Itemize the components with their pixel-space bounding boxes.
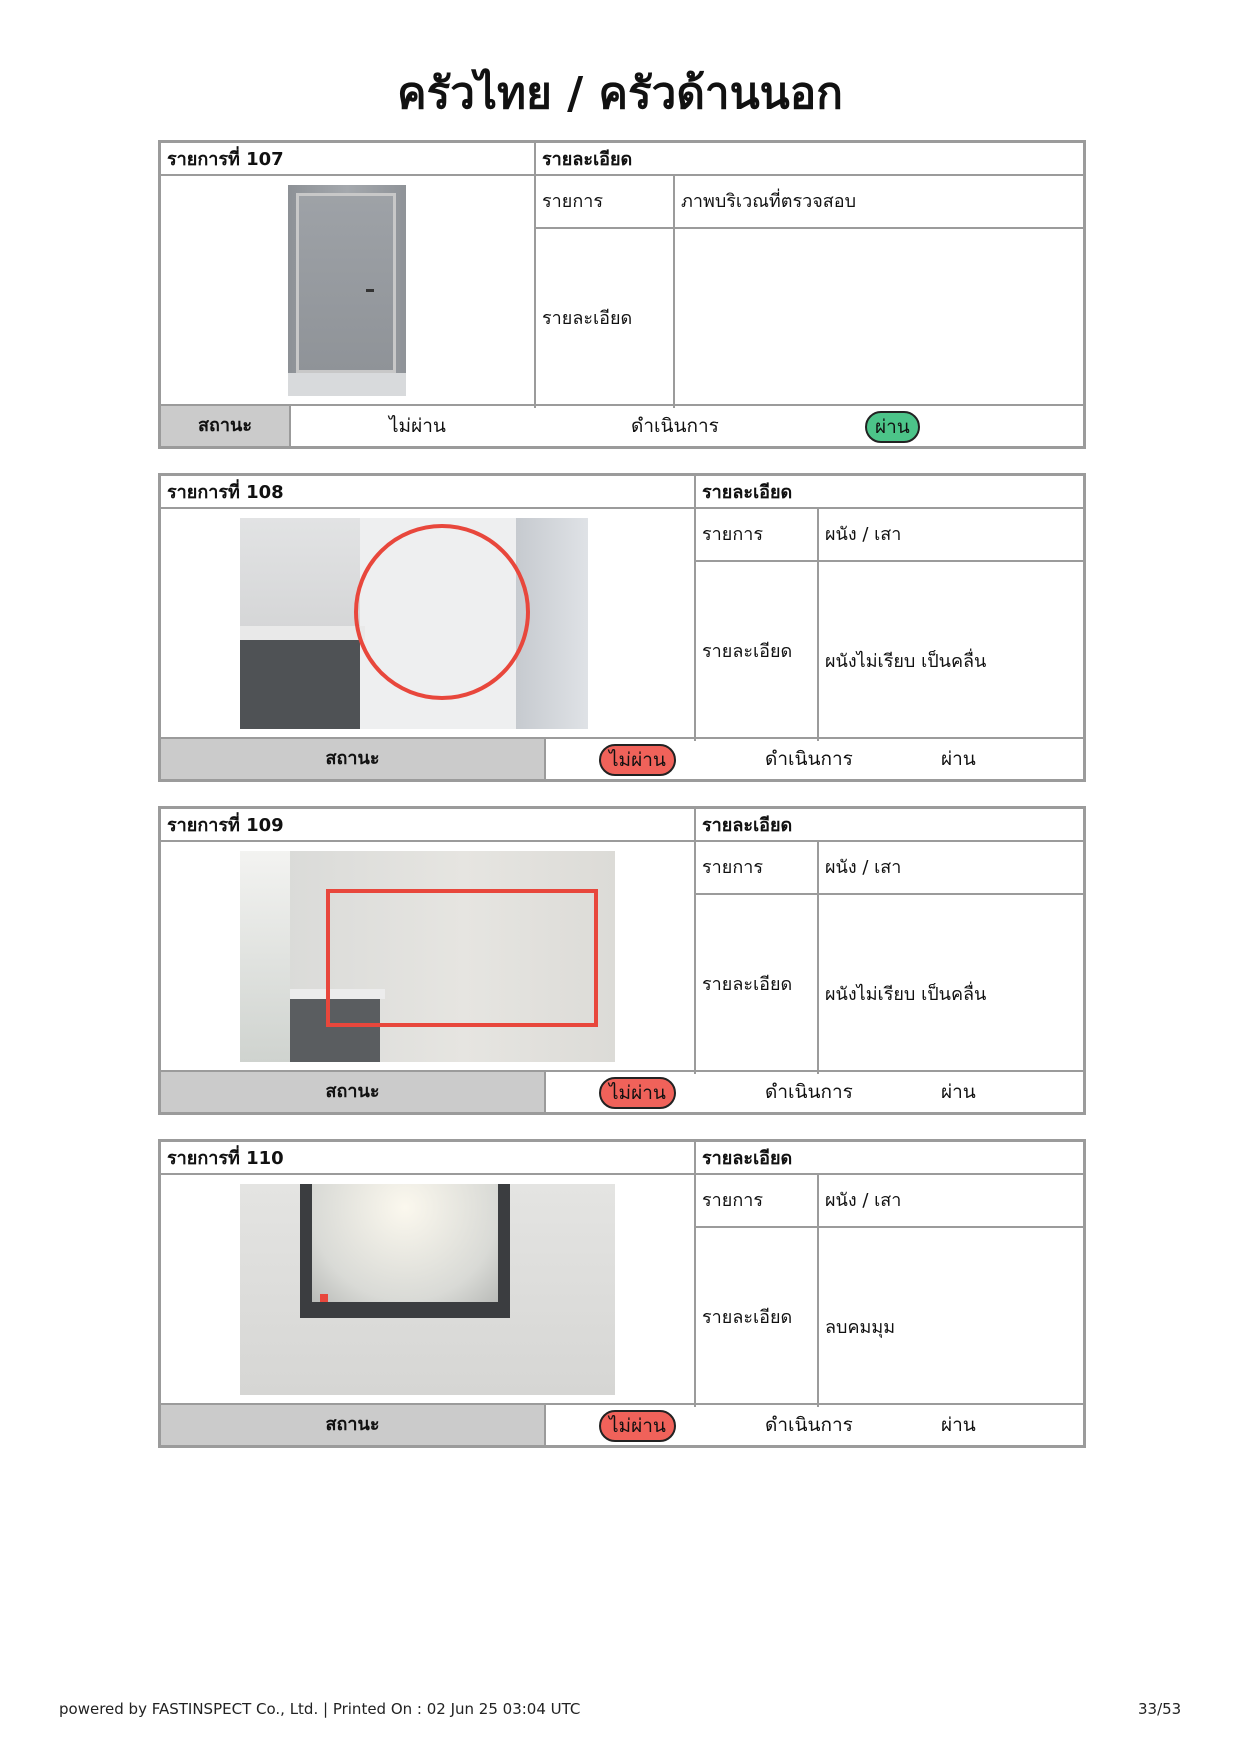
item-number: รายการที่ 110: [161, 1142, 696, 1175]
item-value: ภาพบริเวณที่ตรวจสอบ: [681, 191, 856, 212]
inspection-card-108: [158, 473, 1086, 782]
status-bar: [161, 737, 1083, 779]
status-bar: [161, 1070, 1083, 1112]
inspection-card-109: [158, 806, 1086, 1115]
status-label: สถานะ: [161, 406, 291, 446]
inspection-card-110: [158, 1139, 1086, 1448]
wall-rectangle-photo[interactable]: [240, 851, 615, 1062]
inspection-card-107: [158, 140, 1086, 449]
item-value: ผนัง / เสา: [825, 857, 902, 878]
option-in-progress[interactable]: ดำเนินการ: [765, 1081, 853, 1103]
option-pass[interactable]: ผ่าน: [941, 1081, 976, 1103]
detail-label: รายละเอียด: [702, 1307, 793, 1328]
option-fail-selected[interactable]: ไม่ผ่าน: [599, 1410, 676, 1442]
detail-value: ผนังไม่เรียบ เป็นคลื่น: [825, 984, 987, 1005]
window-photo[interactable]: [240, 1184, 615, 1395]
option-in-progress[interactable]: ดำเนินการ: [765, 1414, 853, 1436]
status-label: สถานะ: [161, 1405, 546, 1445]
page-title: ครัวไทย / ครัวด้านนอก: [397, 68, 843, 119]
door-photo[interactable]: [288, 185, 406, 396]
item-number: รายการที่ 108: [161, 476, 696, 509]
item-label: รายการ: [702, 524, 763, 545]
detail-label: รายละเอียด: [702, 641, 793, 662]
detail-value: ลบคมมุม: [825, 1317, 896, 1338]
item-value: ผนัง / เสา: [825, 1190, 902, 1211]
option-in-progress[interactable]: ดำเนินการ: [631, 415, 719, 437]
item-number: รายการที่ 107: [161, 143, 536, 176]
option-fail[interactable]: ไม่ผ่าน: [389, 415, 446, 437]
detail-header: รายละเอียด: [696, 476, 1083, 509]
detail-label: รายละเอียด: [702, 974, 793, 995]
status-label: สถานะ: [161, 739, 546, 779]
status-bar: [161, 1403, 1083, 1445]
item-label: รายการ: [702, 857, 763, 878]
item-label: รายการ: [702, 1190, 763, 1211]
option-pass[interactable]: ผ่าน: [941, 1414, 976, 1436]
page-number: 33/53: [1138, 1700, 1182, 1718]
detail-header: รายละเอียด: [536, 143, 1083, 176]
option-fail-selected[interactable]: ไม่ผ่าน: [599, 1077, 676, 1109]
status-bar: [161, 404, 1083, 446]
detail-header: รายละเอียด: [696, 809, 1083, 842]
detail-label: รายละเอียด: [542, 308, 633, 329]
item-label: รายการ: [542, 191, 603, 212]
option-fail-selected[interactable]: ไม่ผ่าน: [599, 744, 676, 776]
detail-value: [675, 229, 1075, 408]
item-number: รายการที่ 109: [161, 809, 696, 842]
detail-header: รายละเอียด: [696, 1142, 1083, 1175]
footer-credit: powered by FASTINSPECT Co., Ltd. | Printed On : 02 Jun 25 03:04 UTC: [59, 1700, 581, 1718]
wall-circle-photo[interactable]: [240, 518, 588, 729]
status-label: สถานะ: [161, 1072, 546, 1112]
option-pass-selected[interactable]: ผ่าน: [865, 411, 920, 443]
option-in-progress[interactable]: ดำเนินการ: [765, 748, 853, 770]
item-value: ผนัง / เสา: [825, 524, 902, 545]
detail-value: ผนังไม่เรียบ เป็นคลื่น: [825, 651, 987, 672]
option-pass[interactable]: ผ่าน: [941, 748, 976, 770]
